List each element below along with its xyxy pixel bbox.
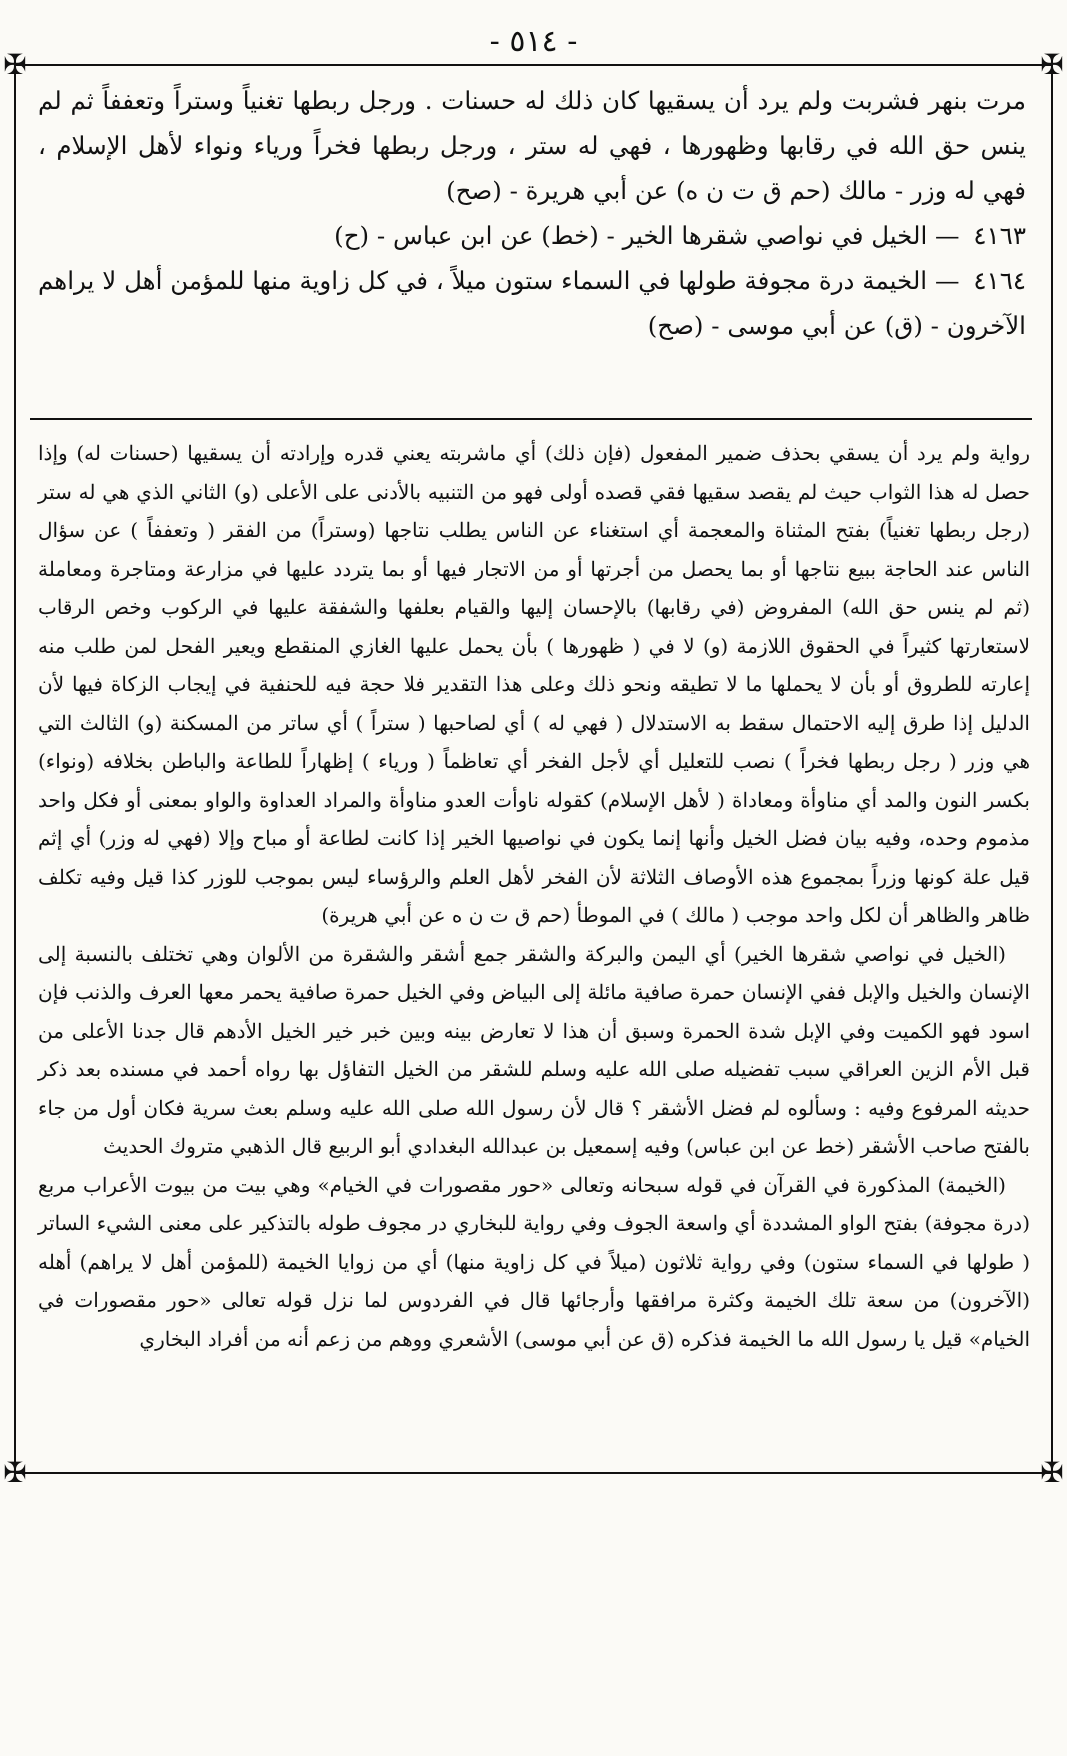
- frame-top-border: [14, 64, 1053, 66]
- hadith-continuation: مرت بنهر فشربت ولم يرد أن يسقيها كان ذلك له حسنات . ورجل ربطها تغنياً وستراً وتعففاً ثم لم ينس حق الله في رقابها وظهورها ، فهي له ستر ، ورجل ربطها فخراً ورياء ونواء لأهل الإسلام ، فهي له وزر - مالك (حم ق ت ن ه) عن أبي هريرة - (صح): [38, 86, 1026, 205]
- hadith-number: ٤١٦٣: [973, 221, 1026, 250]
- frame-left-border: [14, 64, 16, 1474]
- corner-ornament-icon: ✠: [3, 48, 27, 81]
- hadith-block: [38, 78, 1026, 408]
- commentary-paragraph: (الخيل في نواصي شقرها الخير) أي اليمن والبركة والشقر جمع أشقر والشقرة من الألوان وهي تختلف بالنسبة إلى الإنسان والخيل والإبل ففي الإنسان حمرة صافية مائلة إلى البياض وفي الخيل حمرة صافية يحمر معها العرف والذنب فإن اسود فهو الكميت وفي الإبل شدة الحمرة وسبق أن هذا لا تعارض بينه وبين خبر خير الخيل الأدهم قال جدنا الأعلى من قبل الأم الزين العراقي سبب تفضيله صلى الله عليه وسلم للشقر من الخيل التفاؤل بها رواه أحمد في مسنده بعد ذكر حديثه المرفوع وفيه : وسألوه لم فضل الأشقر ؟ قال لأن رسول الله صلى الله عليه وسلم بعث سرية فكان أول من جاء بالفتح صاحب الأشقر (خط عن ابن عباس) وفيه إسمعيل بن عبدالله البغدادي أبو الربيع قال الذهبي متروك الحديث: [38, 941, 1031, 1158]
- hadith-number: ٤١٦٤: [973, 266, 1027, 295]
- section-divider: [30, 418, 1032, 420]
- page-number: - ٥١٤ -: [489, 24, 578, 59]
- corner-ornament-icon: ✠: [1040, 1456, 1064, 1489]
- hadith-text: — الخيمة درة مجوفة طولها في السماء ستون ميلاً ، في كل زاوية منها للمؤمن أهل لا يراهم الآخرون - (ق) عن أبي موسى - (صح): [38, 266, 1026, 340]
- corner-ornament-icon: ✠: [1040, 48, 1064, 81]
- commentary-paragraph: (الخيمة) المذكورة في القرآن في قوله سبحانه وتعالى «حور مقصورات في الخيام» وهي بيت من بيوت الأعراب مربع (درة مجوفة) بفتح الواو المشددة أي واسعة الجوف وفي رواية للبخاري در مجوف طوله بالتذكير على معنى الشيء الساتر ( طولها في السماء ستون) وفي رواية ثلاثون (ميلاً في كل زاوية منها) أي من زوايا الخيمة (للمؤمن أهل لا يراهم) أهله (الآخرون) من سعة تلك الخيمة وكثرة مرافقها وأرجائها قال في الفردوس لما نزل قوله تعالى «حور مقصورات في الخيام» قيل يا رسول الله ما الخيمة فذكره (ق عن أبي موسى) الأشعري ووهم من زعم أنه من أفراد البخاري: [38, 1172, 1030, 1351]
- commentary-paragraph: رواية ولم يرد أن يسقي بحذف ضمير المفعول (فإن ذلك) أي ماشربته يعني قدره وإرادته أن يسقيها (حسنات له) وإذا حصل له هذا الثواب حيث لم يقصد سقيها فقي قصده أولى فهو من التنبيه بالأدنى على الأعلى (و) الثاني الذي هي له ستر (رجل ربطها تغنياً) بفتح المثناة والمعجمة أي استغناء عن الناس يطلب نتاجها (وستراً) من الفقر ( وتعففاً ) عن سؤال الناس عند الحاجة ببيع نتاجها أو بما يحصل من أجرتها أو من الاتجار فيها أو بما يتردد عليها في مزارعة ومتاجرة ومعاملة (ثم لم ينس حق الله) المفروض (في رقابها) بالإحسان إليها والقيام بعلفها والشفقة عليها في الركوب وخص الرقاب لاستعارتها كثيراً في الحقوق اللازمة (و) لا في ( ظهورها ) بأن يحمل عليها الغازي المنقطع ويعير الفحل لمن طلب منه إعارته للطروق أو بأن لا يحملها ما لا تطيقه ونحو ذلك وعلى هذا التقدير فلا حجة فيه للحنفية في إيجاب الزكاة فيها لأن الدليل إذا طرق إليه الاحتمال سقط به الاستدلال ( فهي له ) أي لصاحبها ( ستراً ) أي ساتر من المسكنة (و) الثالث التي هي وزر ( رجل ربطها فخراً ) نصب للتعليل أي لأجل الفخر أي تعاظماً ( ورياء ) إظهاراً للطاعة والباطن بخلافه (ونواء) بكسر النون والمد أي مناوأة ومعاداة ( لأهل الإسلام) كقوله ناوأت العدو مناوأة والمراد العداوة والواو بمعنى أو فكل واحد مذموم وحده، وفيه بيان فضل الخيل وأنها إنما يكون في نواصيها الخير إذا كانت لطاعة أو مباح وإلا (فهي له وزر) أي إثم قيل علة كونها وزراً بمجموع هذه الأوصاف الثلاثة لأن الفخر لأهل العلم والرؤساء ليس بموجب للوزر كذا قيل وفيه تكلف ظاهر والظاهر أن لكل واحد موجب ( مالك ) في الموطأ (حم ق ت ن ه عن أبي هريرة): [38, 441, 1031, 927]
- frame-right-border: [1051, 64, 1053, 1474]
- hadith-item: [38, 213, 1026, 258]
- hadith-item: [38, 258, 1026, 348]
- corner-ornament-icon: ✠: [3, 1456, 27, 1489]
- hadith-text: — الخيل في نواصي شقرها الخير - (خط) عن ابن عباس - (ح): [334, 221, 960, 250]
